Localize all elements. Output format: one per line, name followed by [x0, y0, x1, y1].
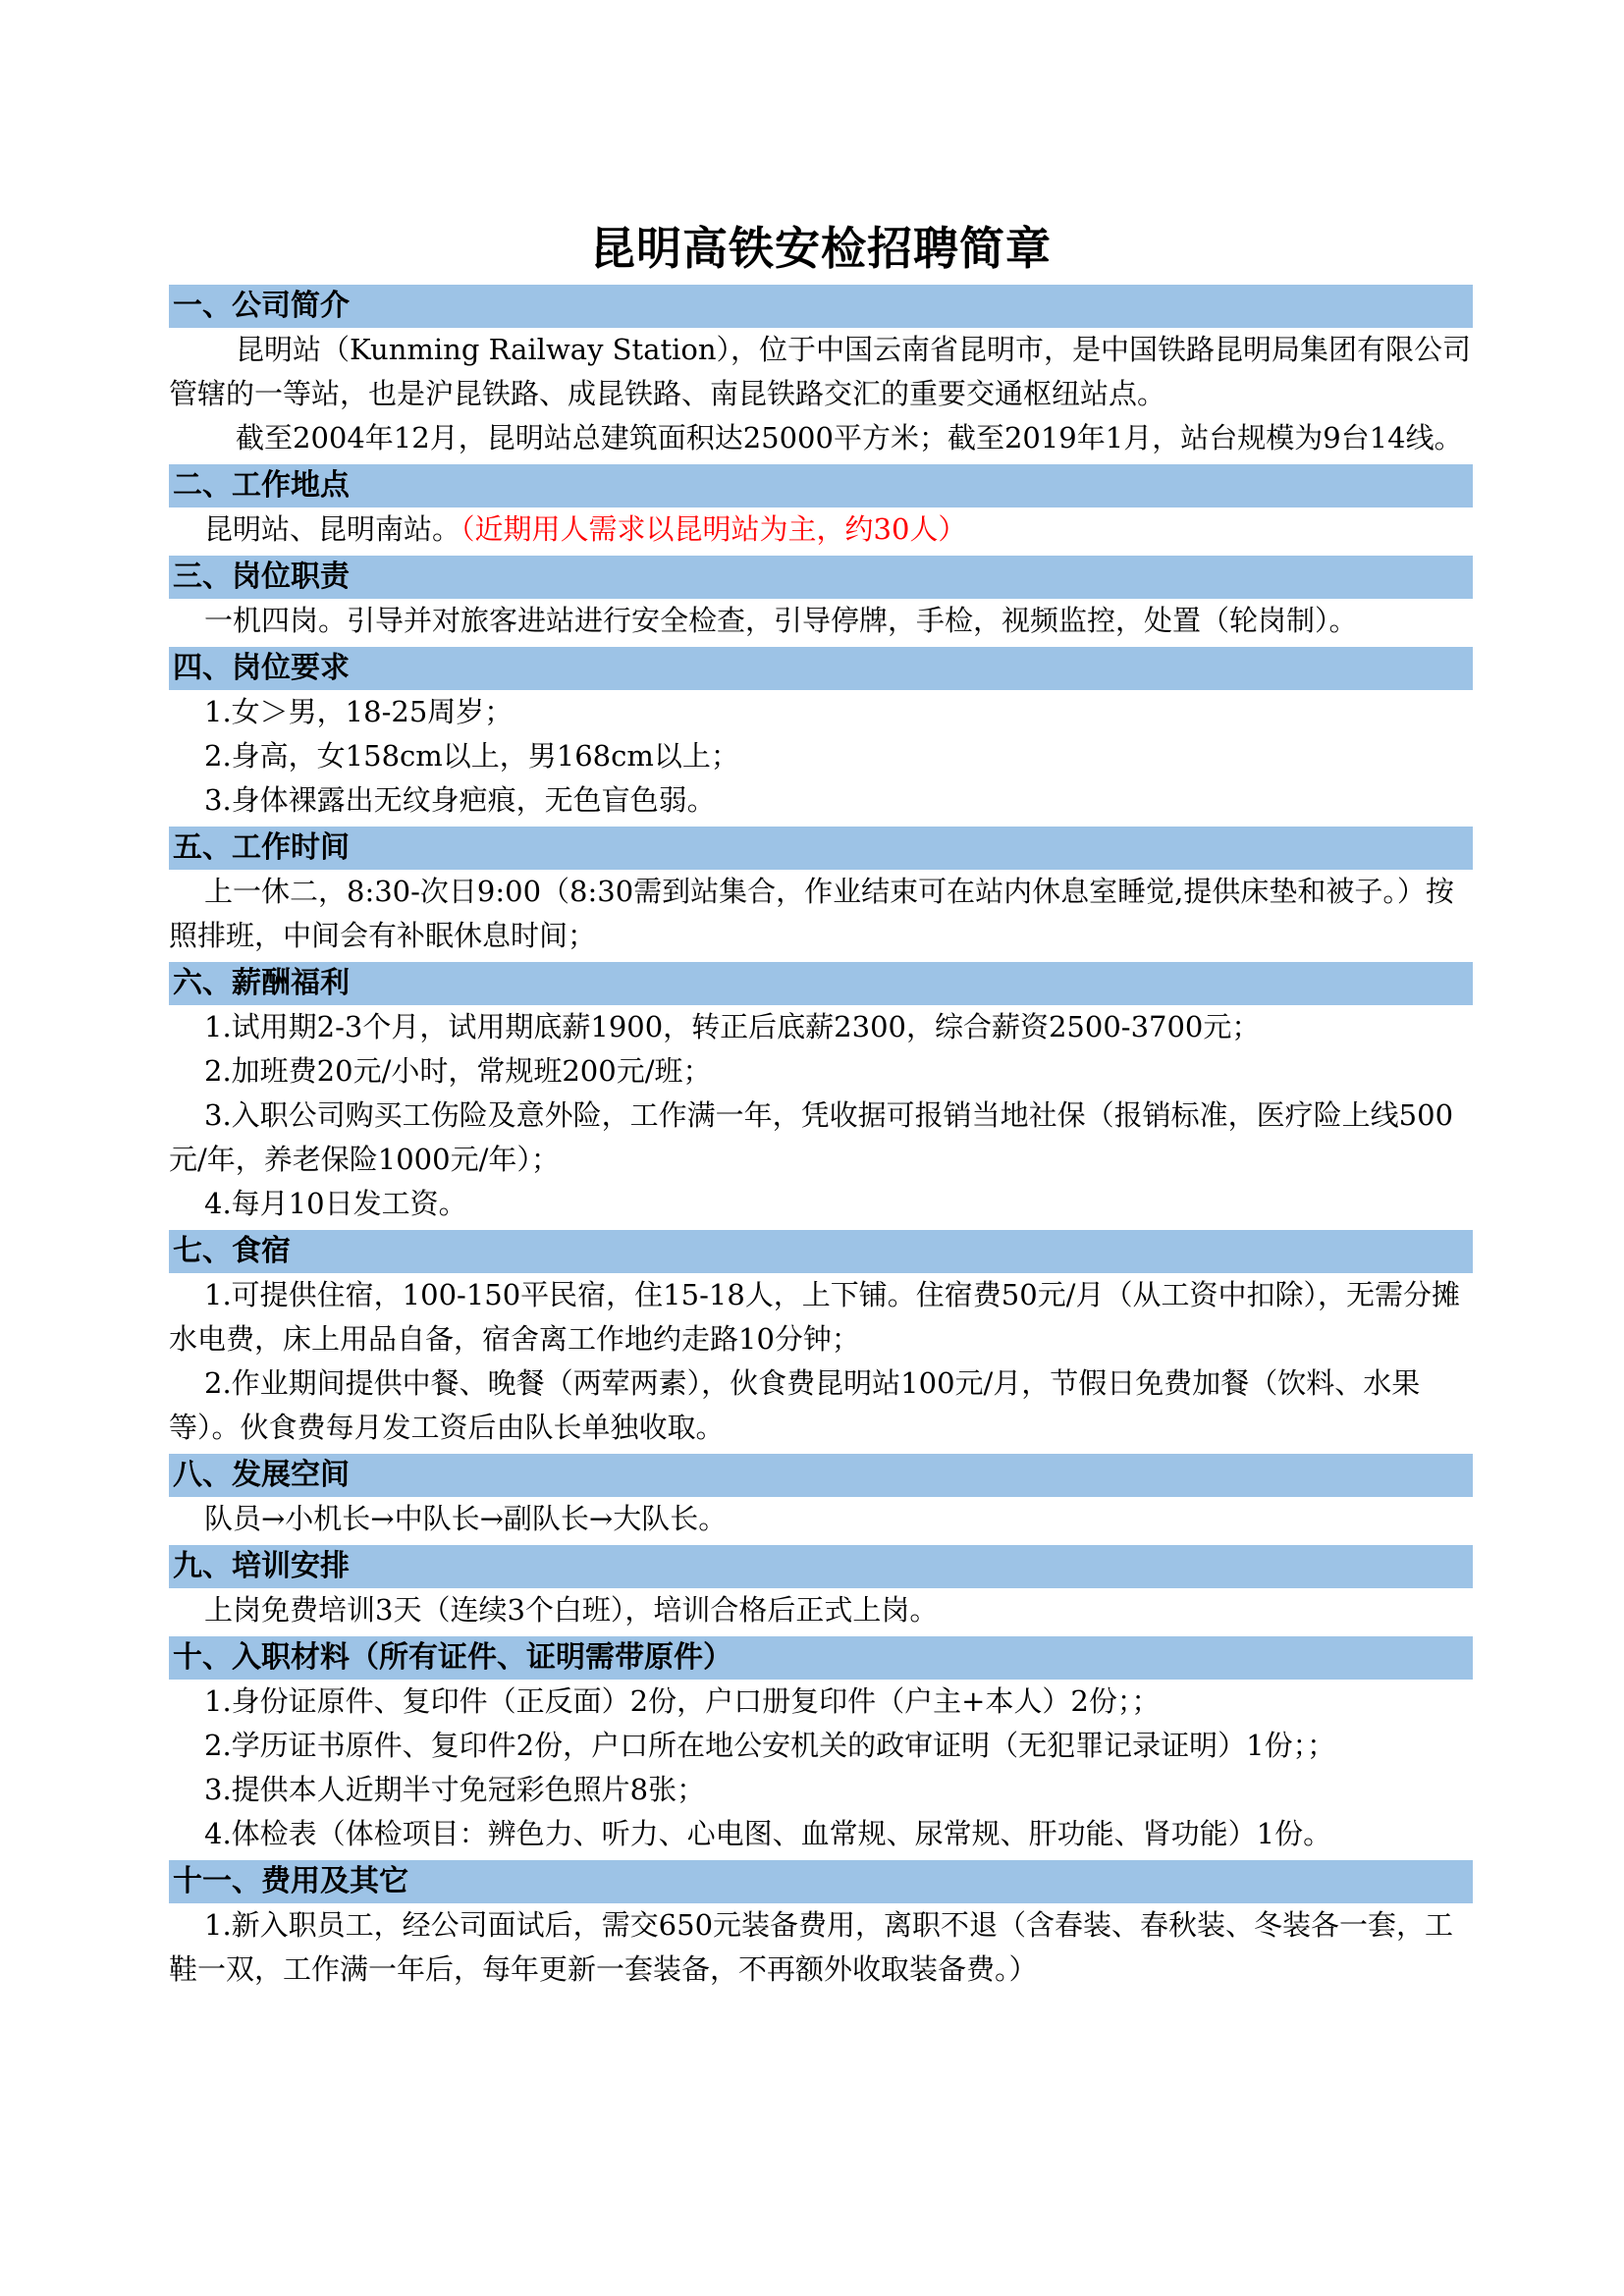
- section-job-requirements: [169, 647, 1473, 823]
- section-work-hours: [169, 827, 1473, 958]
- list-item: 3.身体裸露出无纹身疤痕，无色盲色弱。: [204, 783, 716, 817]
- section-header: 二、工作地点: [169, 464, 1473, 507]
- section-onboarding-materials: [169, 1636, 1473, 1856]
- section-header: 九、培训安排: [169, 1545, 1473, 1588]
- section-job-duties: [169, 556, 1473, 643]
- section-fees-other: [169, 1860, 1473, 1992]
- list-item: 3.入职公司购买工伤险及意外险，工作满一年，凭收据可报销当地社保（报销标准，医疗险上线500元/年，养老保险1000元/年）；: [169, 1098, 1454, 1176]
- section-header: 十、入职材料（所有证件、证明需带原件）: [169, 1636, 1473, 1680]
- section-header: 十一、费用及其它: [169, 1860, 1473, 1903]
- section-header: 一、公司简介: [169, 285, 1473, 328]
- list-item: 1.女＞男，18-25周岁；: [204, 695, 514, 728]
- location-note: （近期用人需求以昆明站为主，约30人）: [460, 512, 967, 546]
- section-header: 六、薪酬福利: [169, 962, 1473, 1005]
- section-header: 四、岗位要求: [169, 647, 1473, 690]
- document-page: [169, 0, 1473, 1992]
- list-item: 1.试用期2-3个月，试用期底薪1900，转正后底薪2300，综合薪资2500-3700元；: [204, 1010, 1261, 1043]
- section-header: 五、工作时间: [169, 827, 1473, 870]
- section-salary-benefits: [169, 962, 1473, 1226]
- list-item: 3.提供本人近期半寸免冠彩色照片8张；: [204, 1773, 706, 1806]
- paragraph: 上岗免费培训3天（连续3个白班），培训合格后正式上岗。: [204, 1593, 939, 1627]
- paragraph: 昆明站（Kunming Railway Station），位于中国云南省昆明市，是中国铁路昆明局集团有限公司管辖的一等站，也是沪昆铁路、成昆铁路、南昆铁路交汇的重要交通枢纽站点。: [169, 333, 1472, 410]
- list-item: 2.加班费20元/小时，常规班200元/班；: [204, 1054, 712, 1088]
- list-item: 2.学历证书原件、复印件2份，户口所在地公安机关的政审证明（无犯罪记录证明）1份；；: [204, 1729, 1336, 1762]
- section-header: 七、食宿: [169, 1230, 1473, 1273]
- section-training: [169, 1545, 1473, 1632]
- section-career-path: [169, 1454, 1473, 1541]
- list-item: 4.每月10日发工资。: [204, 1187, 467, 1220]
- section-header: 三、岗位职责: [169, 556, 1473, 599]
- paragraph: 截至2004年12月，昆明站总建筑面积达25000平方米；截至2019年1月，站台规模为9台14线。: [236, 421, 1463, 454]
- paragraph: 上一休二，8:30-次日9:00（8:30需到站集合，作业结束可在站内休息室睡觉,提供床垫和被子。）按照排班，中间会有补眠休息时间；: [169, 875, 1454, 952]
- paragraph: [169, 507, 1473, 552]
- section-header: 八、发展空间: [169, 1454, 1473, 1497]
- list-item: 1.新入职员工，经公司面试后，需交650元装备费用，离职不退（含春装、春秋装、冬装各一套，工鞋一双，工作满一年后，每年更新一套装备，不再额外收取装备费。）: [169, 1908, 1454, 1986]
- paragraph: 一机四岗。引导并对旅客进站进行安全检查，引导停牌，手检，视频监控，处置（轮岗制）。: [204, 604, 1358, 637]
- page-title: 昆明高铁安检招聘简章: [590, 222, 1052, 275]
- list-item: 2.作业期间提供中餐、晚餐（两荤两素），伙食费昆明站100元/月，节假日免费加餐（饮料、水果等）。伙食费每月发工资后由队长单独收取。: [169, 1366, 1421, 1444]
- section-company-intro: [169, 285, 1473, 460]
- list-item: 1.可提供住宿，100-150平民宿，住15-18人，上下铺。住宿费50元/月（从工资中扣除），无需分摊水电费，床上用品自备，宿舍离工作地约走路10分钟；: [169, 1278, 1460, 1356]
- section-work-location: [169, 464, 1473, 552]
- location-text: 昆明站、昆明南站。: [204, 512, 461, 546]
- list-item: 2.身高，女158cm以上，男168cm以上；: [204, 739, 739, 773]
- paragraph: 队员→小机长→中队长→副队长→大队长。: [204, 1502, 728, 1535]
- list-item: 4.体检表（体检项目：辨色力、听力、心电图、血常规、尿常规、肝功能、肾功能）1份。: [204, 1817, 1332, 1850]
- list-item: 1.身份证原件、复印件（正反面）2份，户口册复印件（户主+本人）2份；；: [204, 1684, 1161, 1718]
- section-food-lodging: [169, 1230, 1473, 1450]
